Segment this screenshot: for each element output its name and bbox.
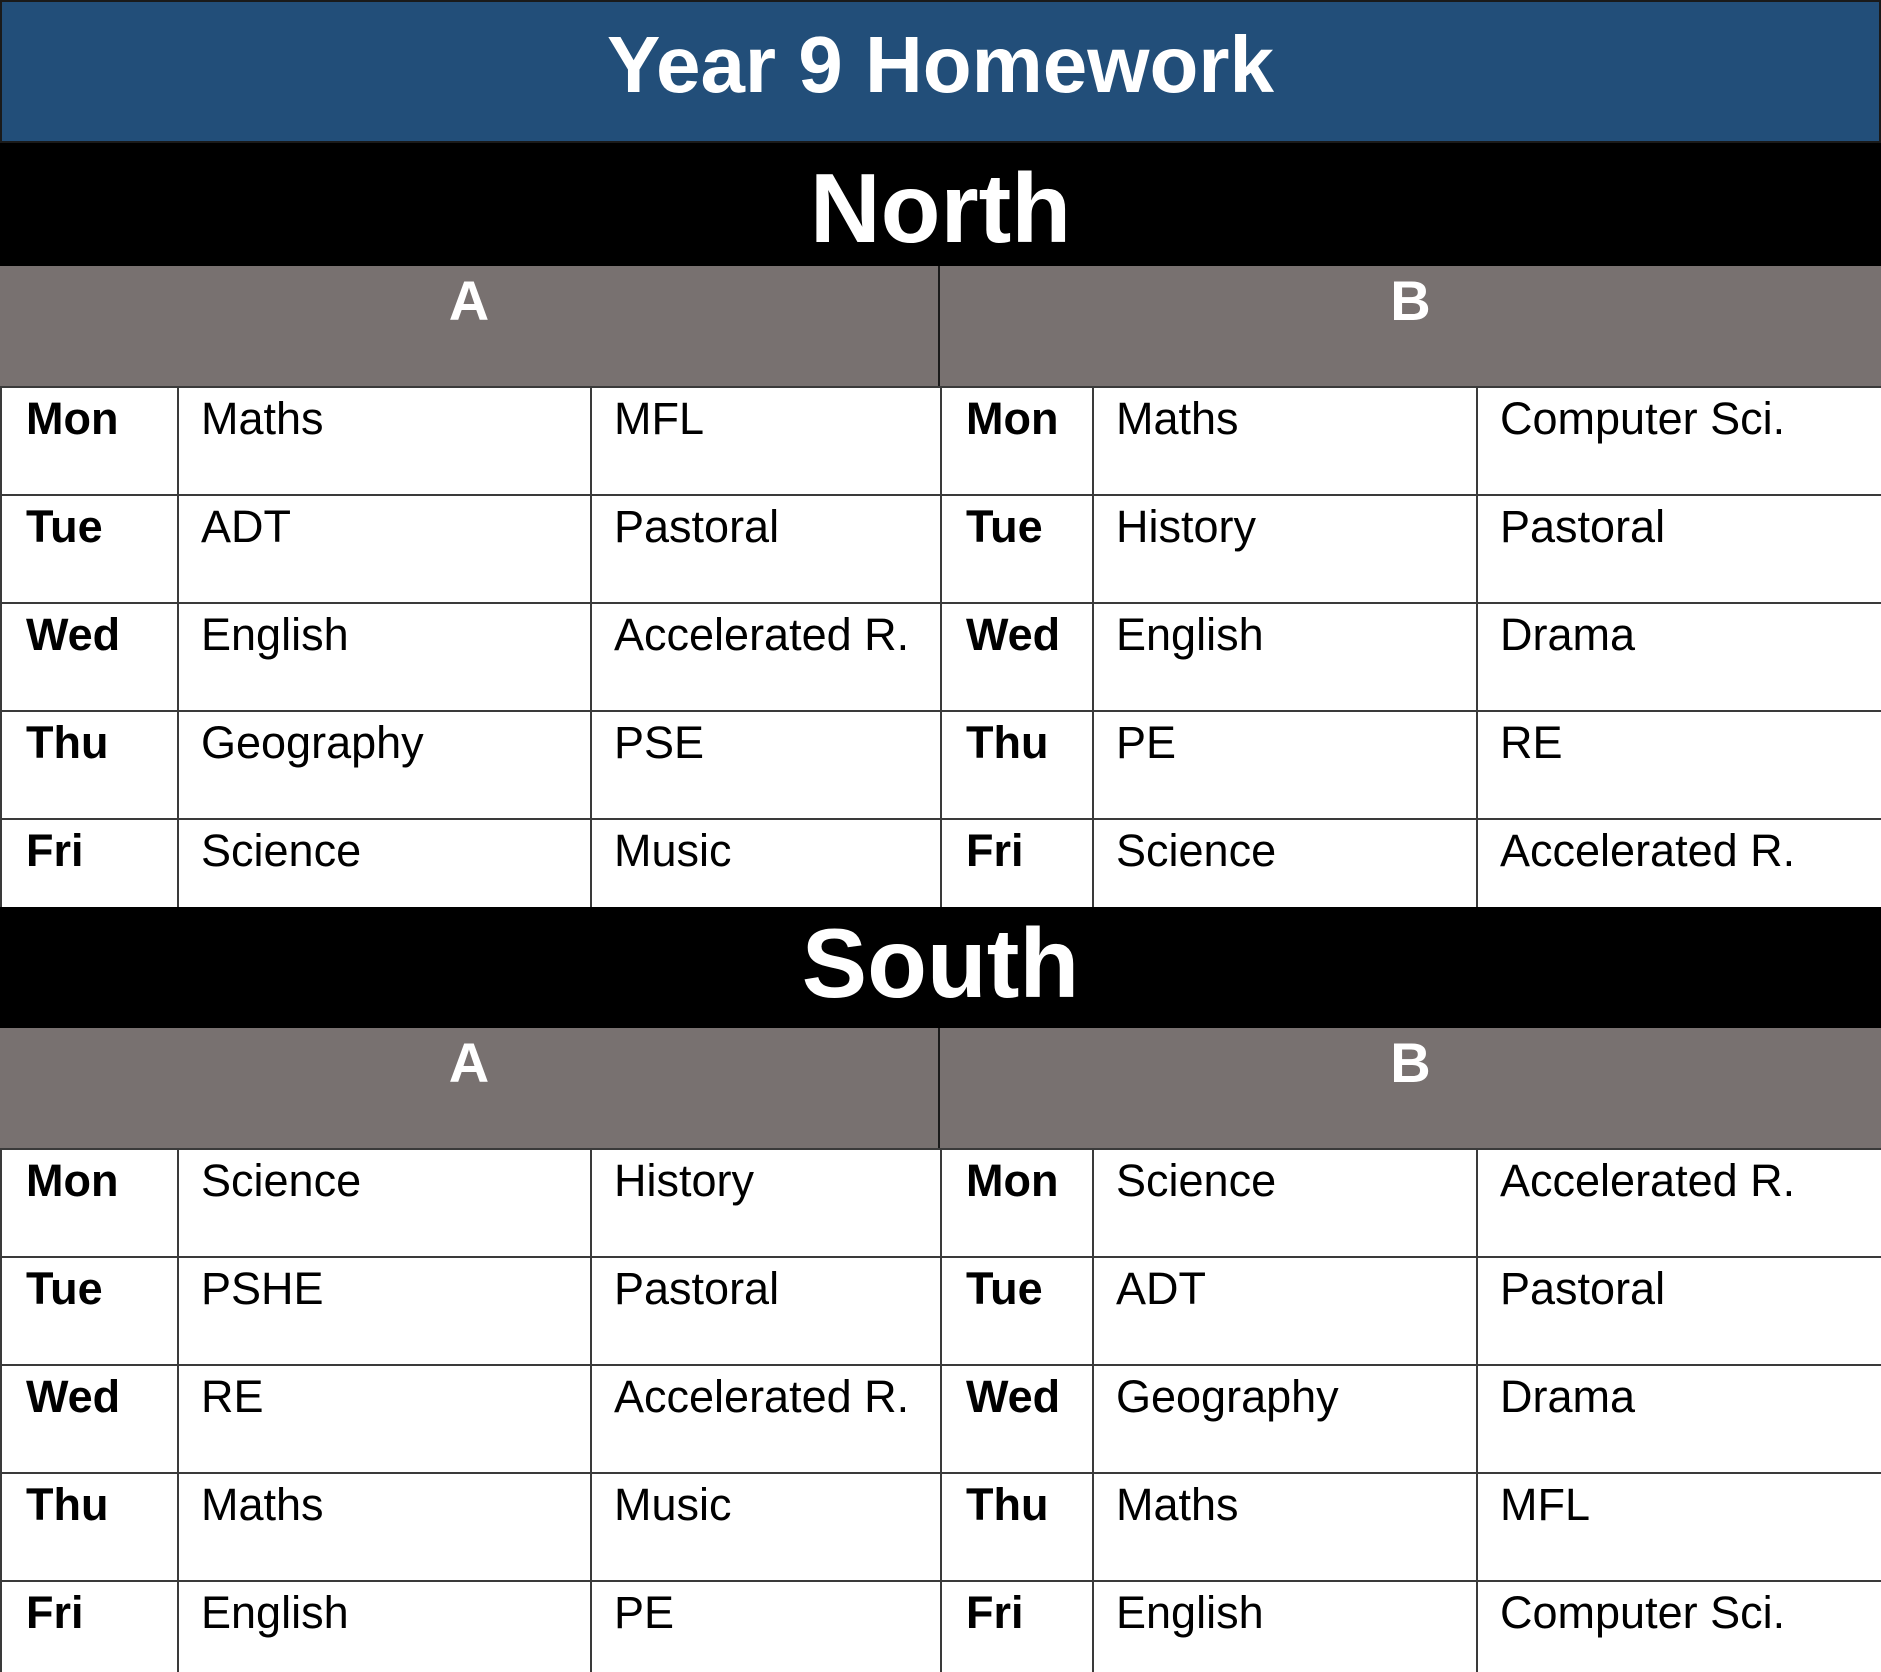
subject-cell: Accelerated R. xyxy=(1477,1149,1881,1257)
south-table-row xyxy=(1,1149,1881,1257)
day-cell: Thu xyxy=(941,1473,1093,1581)
south-table-row xyxy=(1,1257,1881,1365)
subject-cell: Pastoral xyxy=(591,495,941,603)
day-cell: Wed xyxy=(941,603,1093,711)
day-cell: Fri xyxy=(1,819,178,927)
day-cell: Tue xyxy=(941,1257,1093,1365)
day-cell: Fri xyxy=(941,819,1093,927)
subject-cell: Pastoral xyxy=(591,1257,941,1365)
subject-cell: History xyxy=(1093,495,1477,603)
south-table-row xyxy=(1,1473,1881,1581)
day-cell: Tue xyxy=(1,1257,178,1365)
north-table-row xyxy=(1,495,1881,603)
subject-cell: RE xyxy=(178,1365,591,1473)
subject-cell: English xyxy=(1093,1581,1477,1672)
day-cell: Wed xyxy=(1,1365,178,1473)
day-cell: Tue xyxy=(941,495,1093,603)
day-cell: Thu xyxy=(1,1473,178,1581)
day-cell: Mon xyxy=(941,387,1093,495)
subject-cell: Science xyxy=(178,1149,591,1257)
subject-cell: ADT xyxy=(1093,1257,1477,1365)
north-heading: North xyxy=(0,143,1881,266)
subject-cell: Geography xyxy=(1093,1365,1477,1473)
south-group-b-header: B xyxy=(940,1028,1881,1148)
subject-cell: History xyxy=(591,1149,941,1257)
page-title: Year 9 Homework xyxy=(0,0,1881,143)
subject-cell: MFL xyxy=(591,387,941,495)
north-table-row xyxy=(1,603,1881,711)
day-cell: Tue xyxy=(1,495,178,603)
subject-cell: English xyxy=(178,603,591,711)
subject-cell: MFL xyxy=(1477,1473,1881,1581)
north-table-row xyxy=(1,387,1881,495)
day-cell: Fri xyxy=(941,1581,1093,1672)
subject-cell: English xyxy=(1093,603,1477,711)
south-table-row xyxy=(1,1365,1881,1473)
north-group-a-header: A xyxy=(0,266,940,386)
subject-cell: ADT xyxy=(178,495,591,603)
day-cell: Wed xyxy=(941,1365,1093,1473)
subject-cell: PE xyxy=(1093,711,1477,819)
subject-cell: PSE xyxy=(591,711,941,819)
subject-cell: Maths xyxy=(178,387,591,495)
subject-cell: Science xyxy=(1093,819,1477,927)
day-cell: Wed xyxy=(1,603,178,711)
day-cell: Mon xyxy=(1,1149,178,1257)
subject-cell: Accelerated R. xyxy=(1477,819,1881,927)
south-heading: South xyxy=(0,907,1881,1028)
subject-cell: Computer Sci. xyxy=(1477,1581,1881,1672)
south-table-row xyxy=(1,1581,1881,1672)
subject-cell: Computer Sci. xyxy=(1477,387,1881,495)
subject-cell: Music xyxy=(591,819,941,927)
subject-cell: Maths xyxy=(1093,1473,1477,1581)
day-cell: Thu xyxy=(941,711,1093,819)
subject-cell: English xyxy=(178,1581,591,1672)
day-cell: Fri xyxy=(1,1581,178,1672)
north-group-headers xyxy=(0,266,1881,386)
south-table xyxy=(0,1148,1881,1672)
subject-cell: Music xyxy=(591,1473,941,1581)
subject-cell: Drama xyxy=(1477,603,1881,711)
subject-cell: Accelerated R. xyxy=(591,1365,941,1473)
north-table-row xyxy=(1,711,1881,819)
subject-cell: Science xyxy=(178,819,591,927)
north-group-b-header: B xyxy=(940,266,1881,386)
south-group-a-header: A xyxy=(0,1028,940,1148)
day-cell: Mon xyxy=(941,1149,1093,1257)
subject-cell: PE xyxy=(591,1581,941,1672)
subject-cell: Science xyxy=(1093,1149,1477,1257)
subject-cell: Drama xyxy=(1477,1365,1881,1473)
day-cell: Thu xyxy=(1,711,178,819)
subject-cell: Pastoral xyxy=(1477,495,1881,603)
subject-cell: Maths xyxy=(178,1473,591,1581)
subject-cell: Geography xyxy=(178,711,591,819)
subject-cell: Accelerated R. xyxy=(591,603,941,711)
day-cell: Mon xyxy=(1,387,178,495)
subject-cell: Pastoral xyxy=(1477,1257,1881,1365)
north-table xyxy=(0,386,1881,928)
subject-cell: RE xyxy=(1477,711,1881,819)
south-group-headers xyxy=(0,1028,1881,1148)
subject-cell: PSHE xyxy=(178,1257,591,1365)
subject-cell: Maths xyxy=(1093,387,1477,495)
